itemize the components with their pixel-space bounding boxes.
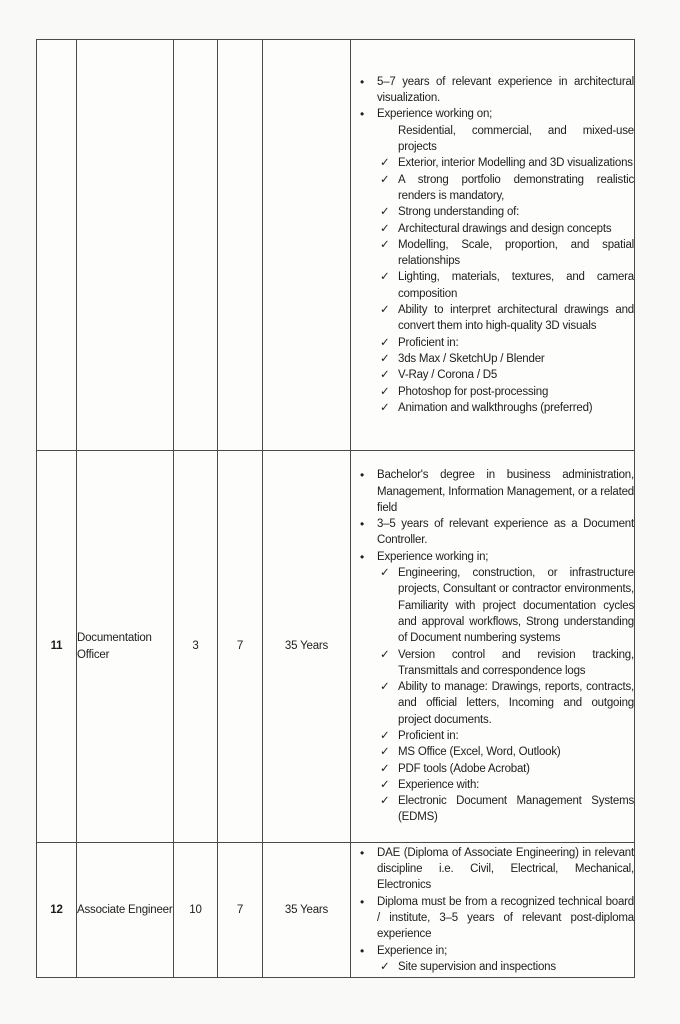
requirement-item xyxy=(351,269,634,302)
check-icon: ✓ xyxy=(380,385,390,398)
requirement-item xyxy=(351,761,634,777)
requirement-text: Strong understanding of: xyxy=(398,206,520,219)
requirement-item xyxy=(351,221,634,237)
serial-number-cell xyxy=(37,40,77,451)
requirement-text: DAE (Diploma of Associate Engineering) in relevant discipline i.e. Civil, Electrical, Mechanical, Electronics xyxy=(377,846,634,892)
age-limit-cell xyxy=(263,40,351,451)
requirement-text: Diploma must be from a recognized technical board / institute, 3–5 years of relevant post-diploma experience xyxy=(377,895,634,941)
requirement-item xyxy=(351,302,634,335)
requirement-item xyxy=(351,237,634,270)
bullet-icon: • xyxy=(360,894,365,909)
bullet-icon: • xyxy=(360,943,365,958)
check-icon: ✓ xyxy=(380,222,390,235)
check-icon: ✓ xyxy=(380,336,390,349)
count-b-cell xyxy=(218,40,263,451)
requirement-text: Experience working in; xyxy=(377,550,489,563)
requirement-item xyxy=(351,467,634,516)
count-b-cell: 7 xyxy=(218,451,263,843)
count-b-cell: 7 xyxy=(218,843,263,978)
requirement-item xyxy=(351,565,634,646)
serial-number-cell: 11 xyxy=(37,451,77,843)
requirement-item xyxy=(351,335,634,351)
requirement-text: Photoshop for post-processing xyxy=(398,385,549,398)
age-limit-cell: 35 Years xyxy=(263,843,351,978)
check-icon: ✓ xyxy=(380,173,390,186)
requirement-item xyxy=(351,155,634,171)
requirement-text: Proficient in: xyxy=(398,729,459,742)
check-icon: ✓ xyxy=(380,238,390,251)
requirement-item xyxy=(351,845,634,894)
check-icon: ✓ xyxy=(380,157,390,170)
age-limit-cell: 35 Years xyxy=(263,451,351,843)
requirement-text: Lighting, materials, textures, and camera composition xyxy=(398,271,634,300)
requirement-item xyxy=(351,777,634,793)
requirement-text: Bachelor's degree in business administration, Management, Information Management, or a related field xyxy=(377,469,634,514)
requirements-cell xyxy=(351,40,635,451)
bullet-icon: • xyxy=(360,107,365,122)
requirement-item xyxy=(351,123,634,156)
requirement-item xyxy=(351,549,634,565)
requirement-text: Engineering, construction, or infrastructure projects, Consultant or contractor environments, Familiarity with project documentation cycles and approval workflows, Strong understanding of Document numbering systems xyxy=(398,567,634,645)
table-row xyxy=(37,40,635,451)
requirement-text: Exterior, interior Modelling and 3D visualizations xyxy=(398,157,633,170)
table-body xyxy=(37,40,635,978)
requirements-cell xyxy=(351,843,635,978)
requirement-text: 3ds Max / SketchUp / Blender xyxy=(398,352,545,365)
bullet-icon: • xyxy=(360,468,365,483)
requirement-text: V-Ray / Corona / D5 xyxy=(398,369,498,382)
requirement-item xyxy=(351,351,634,367)
count-a-cell: 10 xyxy=(174,843,218,978)
requirement-item xyxy=(351,367,634,383)
check-icon: ✓ xyxy=(380,369,390,382)
requirement-item xyxy=(351,793,634,826)
requirement-text: Proficient in: xyxy=(398,336,459,349)
requirement-item xyxy=(351,172,634,205)
bullet-icon: • xyxy=(360,549,365,564)
requirement-text: 5–7 years of relevant experience in architectural visualization. xyxy=(377,75,634,105)
requirements-cell xyxy=(351,451,635,843)
position-title-cell xyxy=(77,40,174,451)
requirement-item xyxy=(351,894,634,943)
requirement-item xyxy=(351,400,634,416)
check-icon: ✓ xyxy=(380,304,390,317)
check-icon: ✓ xyxy=(380,401,390,414)
bullet-icon: • xyxy=(360,845,365,860)
requirement-text: Site supervision and inspections xyxy=(398,960,556,973)
count-a-cell xyxy=(174,40,218,451)
requirement-item xyxy=(351,74,634,107)
requirement-text: Animation and walkthroughs (preferred) xyxy=(398,401,593,414)
requirement-item xyxy=(351,943,634,959)
requirement-text: MS Office (Excel, Word, Outlook) xyxy=(398,746,561,759)
check-icon: ✓ xyxy=(380,960,390,973)
table-row xyxy=(37,451,635,843)
bullet-icon: • xyxy=(360,74,365,89)
requirement-text: Electronic Document Management Systems (EDMS) xyxy=(398,795,634,824)
bullet-icon: • xyxy=(360,517,365,532)
requirement-text: PDF tools (Adobe Acrobat) xyxy=(398,762,530,775)
check-icon: ✓ xyxy=(380,795,390,808)
check-icon: ✓ xyxy=(380,681,390,694)
position-title-cell: Documentation Officer xyxy=(77,451,174,843)
requirement-text: Experience with: xyxy=(398,778,480,791)
requirement-item xyxy=(351,647,634,680)
requirement-text: 3–5 years of relevant experience as a Document Controller. xyxy=(377,518,634,547)
count-a-cell: 3 xyxy=(174,451,218,843)
requirement-text: Experience working on; xyxy=(377,108,493,121)
job-positions-table xyxy=(36,39,635,978)
requirement-text: Version control and revision tracking, Transmittals and correspondence logs xyxy=(398,648,634,677)
requirement-item xyxy=(351,106,634,122)
check-icon: ✓ xyxy=(380,271,390,284)
requirement-text: Modelling, Scale, proportion, and spatial relationships xyxy=(398,238,634,268)
requirement-item xyxy=(351,516,634,549)
requirement-text: Residential, commercial, and mixed-use projects xyxy=(398,124,634,154)
requirement-item xyxy=(351,204,634,220)
check-icon: ✓ xyxy=(380,778,390,791)
check-icon: ✓ xyxy=(380,729,390,742)
check-icon: ✓ xyxy=(380,567,390,580)
check-icon: ✓ xyxy=(380,206,390,219)
requirement-item xyxy=(351,384,634,400)
requirement-text: A strong portfolio demonstrating realistic renders is mandatory, xyxy=(398,173,634,202)
requirement-item xyxy=(351,679,634,728)
table-row xyxy=(37,843,635,978)
serial-number-cell: 12 xyxy=(37,843,77,978)
requirement-text: Ability to manage: Drawings, reports, contracts, and official letters, Incoming and outgoing project documents. xyxy=(398,681,634,726)
requirement-item xyxy=(351,744,634,760)
requirement-text: Experience in; xyxy=(377,944,448,957)
requirement-text: Architectural drawings and design concepts xyxy=(398,222,612,235)
requirement-item xyxy=(351,959,634,975)
requirement-item xyxy=(351,728,634,744)
position-title-cell: Associate Engineer xyxy=(77,843,174,978)
check-icon: ✓ xyxy=(380,762,390,775)
requirement-text: Ability to interpret architectural drawings and convert them into high-quality 3D visuals xyxy=(398,304,634,333)
check-icon: ✓ xyxy=(380,648,390,661)
check-icon: ✓ xyxy=(380,352,390,365)
check-icon: ✓ xyxy=(380,746,390,759)
